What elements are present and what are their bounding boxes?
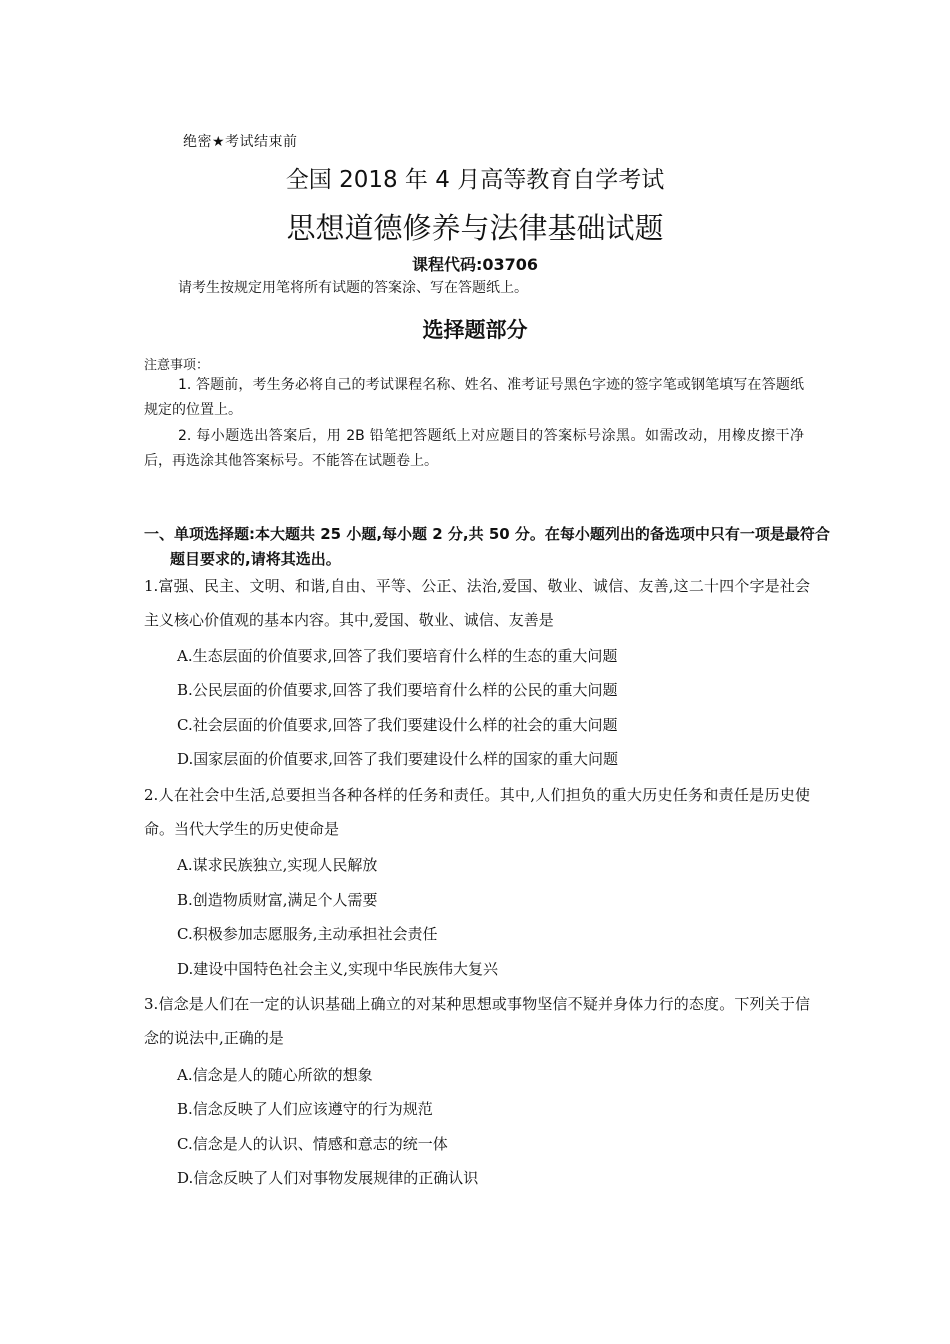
subject-title: 思想道德修养与法律基础试题 [286, 211, 664, 245]
question-option: D.建设中国特色社会主义,实现中华民族伟大复兴 [177, 960, 499, 978]
exam-title-line: 全国 2018 年 4 月高等教育自学考试 [285, 167, 665, 193]
question-option: D.国家层面的价值要求,回答了我们要建设什么样的国家的重大问题 [177, 750, 619, 768]
notes-title: 注意事项： [144, 358, 210, 373]
question-option: C.社会层面的价值要求,回答了我们要建设什么样的社会的重大问题 [177, 716, 618, 734]
question-option: A.生态层面的价值要求,回答了我们要培育什么样的生态的重大问题 [177, 647, 618, 665]
question-option: A.信念是人的随心所欲的想象 [177, 1066, 373, 1084]
question-option: C.积极参加志愿服务,主动承担社会责任 [177, 925, 438, 943]
course-code: 课程代码:03706 [411, 255, 539, 274]
confidential-label: 绝密★考试结束前 [183, 134, 298, 150]
answer-instruction: 请考生按规定用笔将所有试题的答案涂、写在答题纸上。 [178, 280, 528, 296]
question-option: B.公民层面的价值要求,回答了我们要培育什么样的公民的重大问题 [177, 681, 618, 699]
question-option: C.信念是人的认识、情感和意志的统一体 [177, 1135, 448, 1153]
note-item: 1. 答题前，考生务必将自己的考试课程名称、姓名、准考证号黑色字迹的签字笔或钢笔填写在答题纸规定的位置上。 [144, 377, 804, 418]
question-stem: 3.信念是人们在一定的认识基础上确立的对某种思想或事物坚信不疑并身体力行的态度。下列关于信念的说法中,正确的是 [144, 995, 810, 1047]
question-option: A.谋求民族独立,实现人民解放 [177, 856, 378, 874]
question-option: D.信念反映了人们对事物发展规律的正确认识 [177, 1169, 479, 1187]
note-item: 2. 每小题选出答案后，用 2B 铅笔把答题纸上对应题目的答案标号涂黑。如需改动，用橡皮擦干净后，再选涂其他答案标号。不能答在试题卷上。 [144, 428, 804, 469]
question-stem: 1.富强、民主、文明、和谐,自由、平等、公正、法治,爱国、敬业、诚信、友善,这二十四个字是社会主义核心价值观的基本内容。其中,爱国、敬业、诚信、友善是 [144, 577, 810, 629]
question-option: B.信念反映了人们应该遵守的行为规范 [177, 1100, 433, 1118]
question-option: B.创造物质财富,满足个人需要 [177, 891, 378, 909]
part-heading: 一、单项选择题:本大题共 25 小题,每小题 2 分,共 50 分。在每小题列出的备选项中只有一项是最符合题目要求的,请将其选出。 [144, 525, 830, 568]
question-stem: 2.人在社会中生活,总要担当各种各样的任务和责任。其中,人们担负的重大历史任务和责任是历史使命。当代大学生的历史使命是 [144, 786, 810, 838]
section-title: 选择题部分 [422, 318, 528, 342]
